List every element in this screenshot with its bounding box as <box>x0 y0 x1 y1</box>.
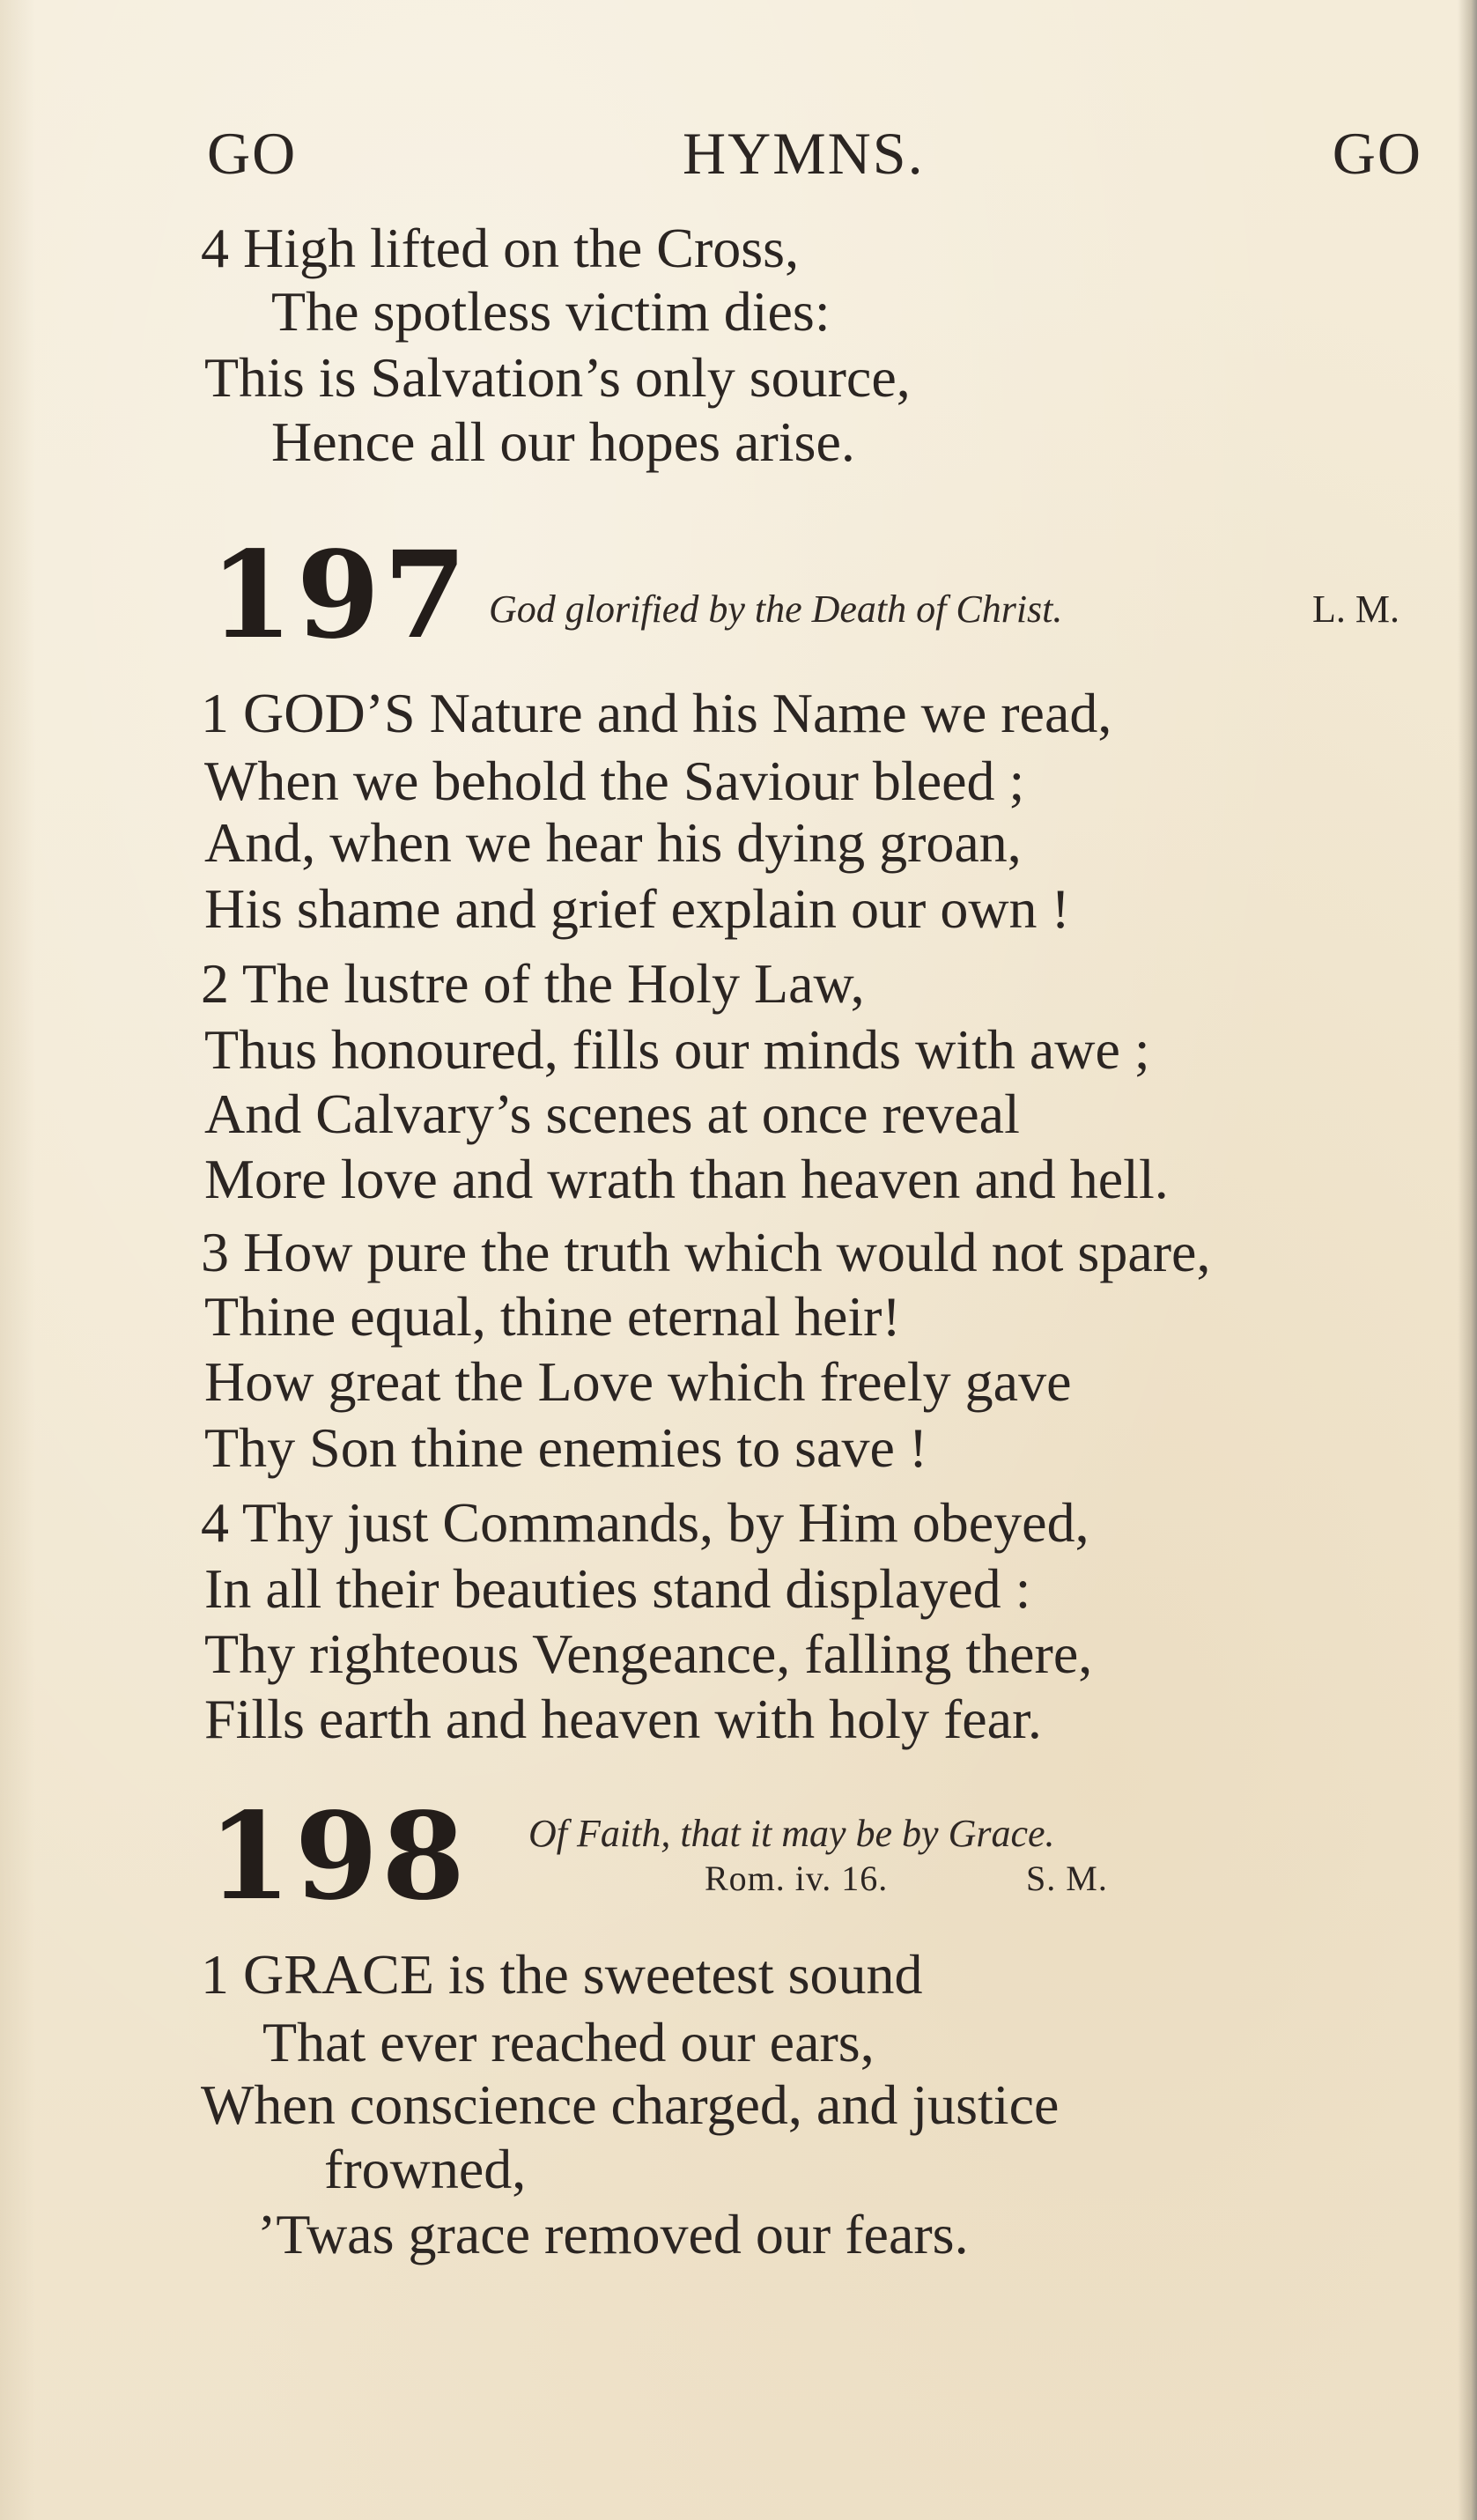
hymn-196-line-3: This is Salvation’s only source, <box>204 346 911 409</box>
hymn-196-line-2: The spotless victim dies: <box>271 280 831 343</box>
running-header-left: GO <box>207 120 298 187</box>
hymn-197-s2-line-1: 2 The lustre of the Holy Law, <box>201 952 865 1015</box>
page-margin-tone <box>0 0 35 2520</box>
hymn-197-s3-line-2: Thine equal, thine eternal heir! <box>204 1285 901 1348</box>
hymn-198-s1-line-2: That ever reached our ears, <box>262 2011 875 2073</box>
running-header-right: GO <box>1332 120 1422 187</box>
hymn-197-s4-line-2: In all their beauties stand displayed : <box>204 1557 1031 1620</box>
hymn-197-s1-line-2: When we behold the Saviour bleed ; <box>204 750 1025 812</box>
hymn-197-s3-line-3: How great the Love which freely gave <box>204 1350 1072 1413</box>
hymn-198-s1-line-5: ’Twas grace removed our fears. <box>257 2203 969 2265</box>
page-edge-shadow <box>1458 0 1477 2520</box>
hymn-197-s1-line-4: His shame and grief explain our own ! <box>204 877 1070 940</box>
hymn-197-s3-line-1: 3 How pure the truth which would not spare, <box>201 1221 1211 1283</box>
hymn-197-s2-line-2: Thus honoured, fills our minds with awe ; <box>204 1018 1150 1081</box>
hymn-197-s1-line-1: 1 GOD’S Nature and his Name we read, <box>201 682 1112 744</box>
hymn-198-s1-line-4: frowned, <box>324 2138 527 2200</box>
hymn-197-s4-line-3: Thy righteous Vengeance, falling there, <box>204 1622 1093 1685</box>
hymn-197-meter: L. M. <box>1312 588 1399 631</box>
hymn-197-s2-line-4: More love and wrath than heaven and hell. <box>204 1148 1169 1210</box>
hymn-198-scripture: Rom. iv. 16. <box>705 1859 889 1898</box>
hymn-196-line-1: 4 High lifted on the Cross, <box>201 217 800 279</box>
hymn-197-s4-line-4: Fills earth and heaven with holy fear. <box>204 1688 1042 1750</box>
hymn-197-s4-line-1: 4 Thy just Commands, by Him obeyed, <box>201 1491 1089 1554</box>
hymn-198-s1-line-3: When conscience charged, and justice <box>201 2073 1060 2136</box>
hymn-197-s2-line-3: And Calvary’s scenes at once reveal <box>204 1083 1020 1145</box>
hymn-196-line-4: Hence all our hopes arise. <box>271 410 855 473</box>
hymn-197-s3-line-4: Thy Son thine enemies to save ! <box>204 1416 928 1479</box>
hymn-198-meter: S. M. <box>1026 1859 1108 1898</box>
running-header-title: HYMNS. <box>683 120 925 187</box>
hymn-198-number: 198 <box>208 1786 469 1927</box>
hymn-198-title: Of Faith, that it may be by Grace. <box>528 1812 1055 1855</box>
hymn-197-number: 197 <box>210 525 470 666</box>
running-header <box>207 120 1422 194</box>
hymn-198-s1-line-1: 1 GRACE is the sweetest sound <box>201 1943 923 2006</box>
hymn-197-s1-line-3: And, when we hear his dying groan, <box>204 811 1022 874</box>
hymn-197-title: God glorified by the Death of Christ. <box>489 588 1063 631</box>
